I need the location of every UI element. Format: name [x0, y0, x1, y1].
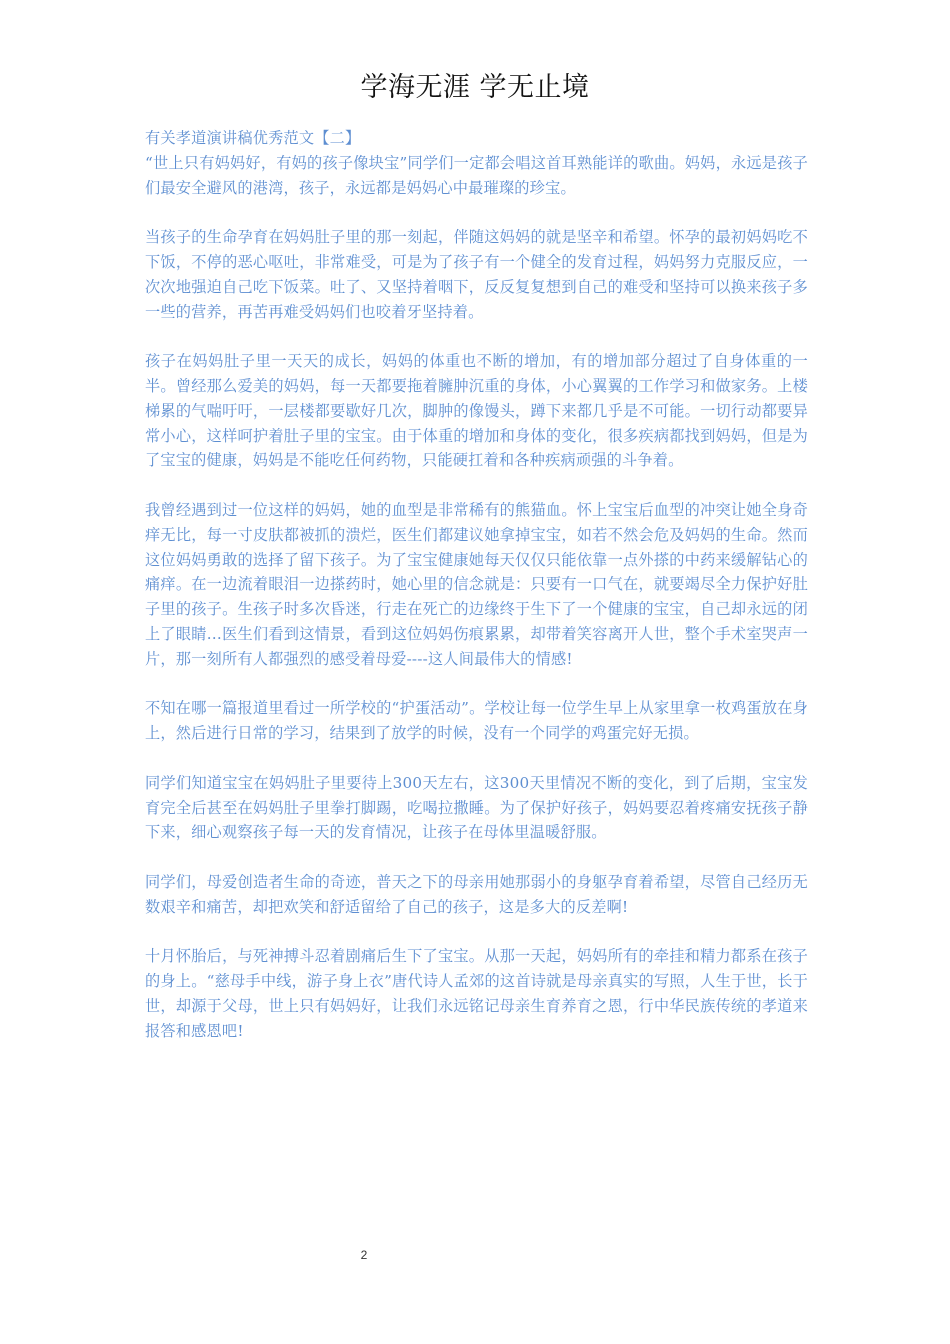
paragraph-4: 我曾经遇到过一位这样的妈妈，她的血型是非常稀有的熊猫血。怀上宝宝后血型的冲突让她全身奇痒无比，每一寸皮肤都被抓的溃烂，医生们都建议她拿掉宝宝，如若不然会危及妈妈的生命。然而这位妈妈勇敢的选择了留下孩子。为了宝宝健康她每天仅仅只能依靠一点外搽的中药来缓解钻心的痛痒。在一边流着眼泪一边搽药时，她心里的信念就是：只要有一口气在，就要竭尽全力保护好肚子里的孩子。生孩子时多次昏迷，行走在死亡的边缘终于生下了一个健康的宝宝，自己却永远的闭上了眼睛…医生们看到这情景，看到这位妈妈伤痕累累，却带着笑容离开人世，整个手术室哭声一片，那一刻所有人都强烈的感受着母爱----这人间最伟大的情感!	[145, 500, 808, 668]
paragraph-2: 当孩子的生命孕育在妈妈肚子里的那一刻起，伴随这妈妈的就是坚辛和希望。怀孕的最初妈妈吃不下饭，不停的恶心呕吐，非常难受，可是为了孩子有一个健全的发育过程，妈妈努力克服反应，一次次地强迫自己吃下饭菜。吐了、又坚持着咽下，反反复复想到自己的难受和坚持可以换来孩子多一些的营养，再苦再难受妈妈们也咬着牙坚持着。	[145, 228, 808, 321]
article-title: 有关孝道演讲稿优秀范文【二】	[145, 129, 361, 147]
page-number: 2	[360, 1248, 368, 1262]
paragraph-6: 同学们知道宝宝在妈妈肚子里要待上300天左右，这300天里情况不断的变化，到了后期，宝宝发育完全后甚至在妈妈肚子里拳打脚踢，吃喝拉撒睡。为了保护好孩子，妈妈要忍着疼痛安抚孩子静下来，细心观察孩子每一天的发育情况，让孩子在母体里温暖舒服。	[145, 773, 808, 842]
paragraph-8: 十月怀胎后，与死神搏斗忍着剧痛后生下了宝宝。从那一天起，妈妈所有的牵挂和精力都系在孩子的身上。“慈母手中线，游子身上衣”唐代诗人孟郊的这首诗就是母亲真实的写照，人生于世，长于世，却源于父母，世上只有妈妈好，让我们永远铭记母亲生育养育之恩，行中华民族传统的孝道来报答和感恩吧!	[145, 947, 808, 1040]
paragraph-1: “世上只有妈妈好，有妈的孩子像块宝”同学们一定都会唱这首耳熟能详的歌曲。妈妈，永远是孩子们最安全避风的港湾，孩子，永远都是妈妈心中最璀璨的珍宝。	[145, 153, 808, 197]
paragraph-7: 同学们，母爱创造者生命的奇迹，普天之下的母亲用她那弱小的身躯孕育着希望，尽管自己经历无数艰辛和痛苦，却把欢笑和舒适留给了自己的孩子，这是多大的反差啊!	[145, 872, 808, 916]
page-header-title: 学海无涯 学无止境	[360, 72, 590, 103]
paragraph-3: 孩子在妈妈肚子里一天天的成长，妈妈的体重也不断的增加，有的增加部分超过了自身体重的一半。曾经那么爱美的妈妈，每一天都要拖着臃肿沉重的身体，小心翼翼的工作学习和做家务。上楼梯累的气喘吁吁，一层楼都要歇好几次，脚肿的像馒头，蹲下来都几乎是不可能。一切行动都要异常小心，这样呵护着肚子里的宝宝。由于体重的增加和身体的变化，很多疾病都找到妈妈，但是为了宝宝的健康，妈妈是不能吃任何药物，只能硬扛着和各种疾病顽强的斗争着。	[145, 352, 808, 470]
article-body	[145, 126, 808, 1068]
paragraph-5: 不知在哪一篇报道里看过一所学校的“护蛋活动”。学校让每一位学生早上从家里拿一枚鸡蛋放在身上，然后进行日常的学习，结果到了放学的时候，没有一个同学的鸡蛋完好无损。	[145, 699, 808, 743]
